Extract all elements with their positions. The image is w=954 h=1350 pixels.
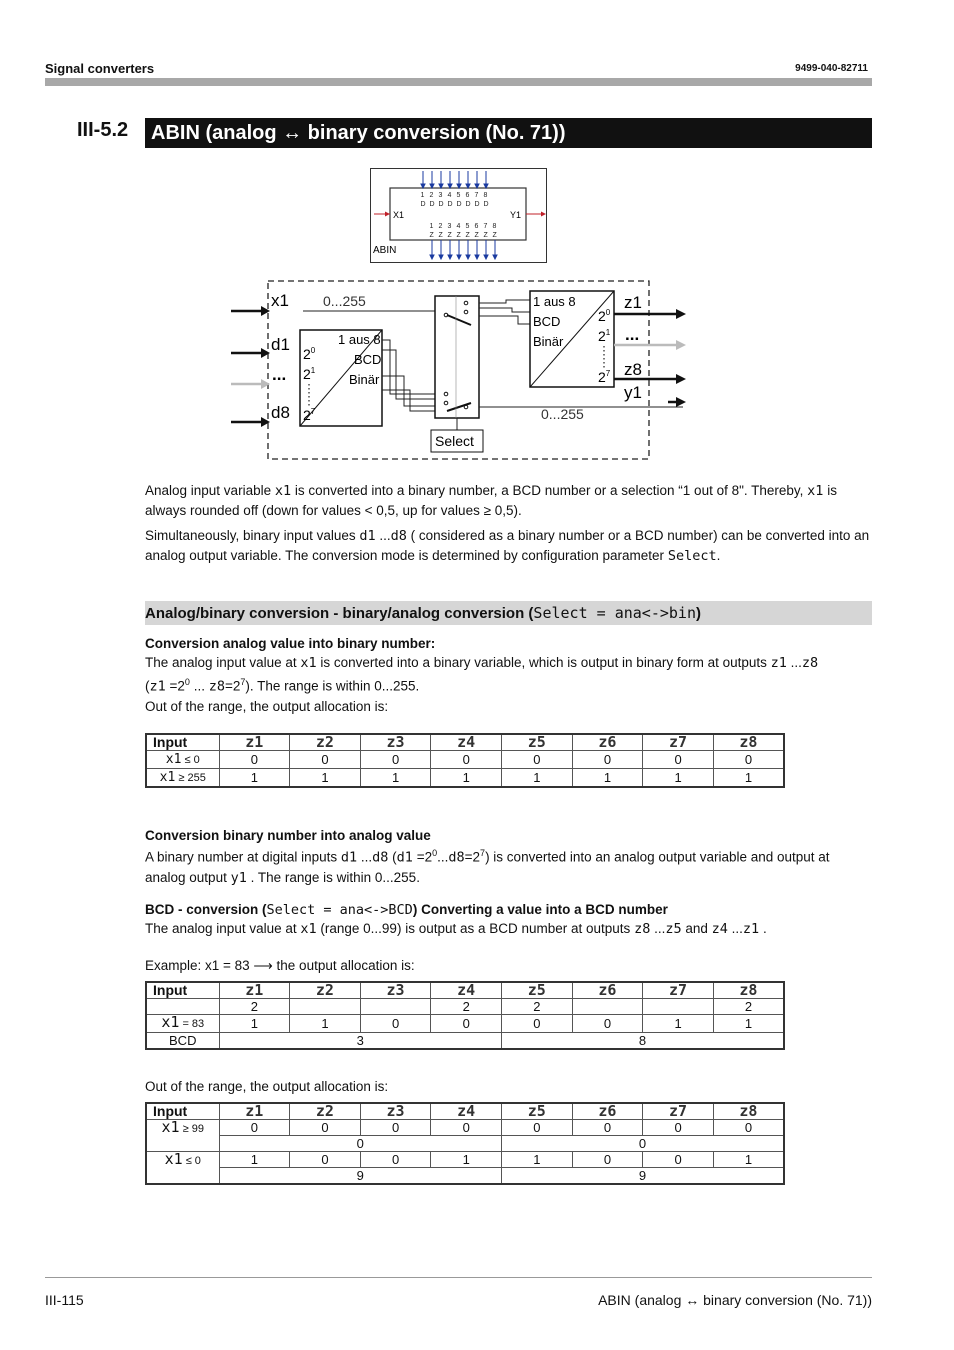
cell: 2 (502, 999, 573, 1015)
intro-paragraph-1: Analog input variable x1 is converted into a binary number, a BCD number or a selection “1 out of 8". Thereby, x1 is always rounded off (down for values < 0,5, up for values ≥ 0,5). (145, 483, 837, 518)
table1-col: z6 (572, 734, 643, 751)
cell: 0 (643, 1120, 714, 1136)
bcd-high-digit: 0 (502, 1136, 785, 1152)
cell: 2 (713, 999, 784, 1015)
conv1-pow7: $2^7$ (303, 407, 316, 423)
cell: 1 (713, 1015, 784, 1033)
pin-label: 8 (492, 223, 497, 230)
table1-col: z1 (219, 734, 290, 751)
cell: 0 (713, 751, 784, 769)
conv2-pow7: $2^7$ (598, 369, 611, 385)
s2-paragraph: A binary number at digital inputs d1 ...d8 $(d1 =2^0...d8=2^7)$ is converted into an analog output variable and output at analog output y1 . The range is within 0...255. (145, 848, 830, 886)
pin-prefix: D (420, 201, 426, 208)
cell: 0 (572, 1152, 643, 1168)
table2-col: z8 (713, 982, 784, 999)
function-diagram (228, 278, 698, 464)
cell: 0 (290, 751, 361, 769)
cell: 0 (572, 1015, 643, 1033)
pin-label: 5 (456, 192, 461, 199)
pin-prefix: D (447, 201, 453, 208)
cell: 0 (360, 1120, 431, 1136)
footer-title: ABIN (analog ↔ binary conversion (No. 71)) (598, 1292, 872, 1308)
cell (360, 999, 431, 1015)
table1-col: z2 (290, 734, 361, 751)
table3-col: z8 (713, 1103, 784, 1120)
pin-prefix: D (483, 201, 489, 208)
cell (146, 999, 219, 1015)
label-y1: y1 (624, 383, 642, 402)
block-output-label: Y1 (510, 210, 522, 220)
pin-label: 3 (447, 223, 452, 230)
s1-paragraph: The analog input value at x1 is converted into a binary variable, which is output in binary form at outputs z1 ...z8 ($z1 =2^0$ ... $z8=2^7$). The range is within 0...255. (145, 655, 819, 695)
pin-label: 6 (465, 192, 470, 199)
pin-label: 7 (483, 223, 488, 230)
row-input: x1 ≤ 0 (146, 1152, 219, 1185)
pin-prefix: Z (438, 232, 443, 239)
cell: 0 (572, 1120, 643, 1136)
s4-out-of-range: Out of the range, the output allocation is: (145, 1079, 389, 1094)
cell: 0 (643, 751, 714, 769)
document-number: 9499-040-82711 (795, 63, 868, 74)
pin-label: 5 (465, 223, 470, 230)
conv1-line3: Binär (349, 372, 380, 387)
pin-label: 1 (420, 192, 425, 199)
cell: 1 (713, 769, 784, 788)
label-dots-in: ... (272, 365, 287, 384)
table3-col: z6 (572, 1103, 643, 1120)
bcd-high-digit: 9 (502, 1168, 785, 1185)
cell: 1 (643, 769, 714, 788)
table1-input-header: Input (146, 734, 219, 751)
table2-col: z5 (502, 982, 573, 999)
pin-prefix: D (438, 201, 444, 208)
table-row (146, 751, 784, 769)
table2-input-header: Input (146, 982, 219, 999)
table3-col: z3 (360, 1103, 431, 1120)
table-row-weights (146, 999, 784, 1015)
table2-col: z6 (572, 982, 643, 999)
cell: 1 (643, 1015, 714, 1033)
table1-col: z3 (360, 734, 431, 751)
cell: 1 (290, 1015, 361, 1033)
table2-col: z1 (219, 982, 290, 999)
cell: 0 (360, 1152, 431, 1168)
cell: 1 (290, 769, 361, 788)
abin-block-symbol (370, 168, 548, 264)
cell: 0 (431, 1120, 502, 1136)
conv2-line3: Binär (533, 334, 564, 349)
conv1-line2: BCD (354, 352, 382, 367)
table-bcd-example (145, 981, 785, 1050)
table2-col: z2 (290, 982, 361, 999)
pin-prefix: D (429, 201, 435, 208)
intro-paragraph-2: Simultaneously, binary input values d1 ...d8 ( considered as a binary number or a BCD number) can be converted into an analog output variable. The conversion mode is determined by configuration parameter Select. (145, 528, 870, 564)
conv2-pow1: $2^1$ (598, 328, 611, 344)
cell: 0 (502, 751, 573, 769)
cell (572, 999, 643, 1015)
cell (290, 999, 361, 1015)
label-d1: d1 (271, 335, 290, 354)
cell: 0 (360, 1015, 431, 1033)
cell: 1 (431, 769, 502, 788)
table-row (146, 1120, 784, 1136)
row-input: x1 ≤ 0 (146, 751, 219, 769)
cell: 1 (219, 1152, 290, 1168)
cell: 0 (643, 1152, 714, 1168)
cell: 1 (219, 769, 290, 788)
label-d8: d8 (271, 403, 290, 422)
cell: 2 (219, 999, 290, 1015)
cell: 1 (219, 1015, 290, 1033)
footer-rule (45, 1277, 872, 1278)
row-input: x1 = 83 (146, 1015, 219, 1033)
table3-col: z7 (643, 1103, 714, 1120)
conv1-pow1: $2^1$ (303, 366, 316, 382)
table2-col: z3 (360, 982, 431, 999)
row-input: x1 ≥ 99 (146, 1120, 219, 1152)
conv1-pow0: $2^0$ (303, 346, 316, 362)
cell: 2 (431, 999, 502, 1015)
pin-prefix: D (465, 201, 471, 208)
table1-col: z4 (431, 734, 502, 751)
cell: 1 (431, 1152, 502, 1168)
range-out: 0...255 (541, 406, 584, 422)
page-number: III-115 (45, 1292, 84, 1308)
cell: 0 (431, 751, 502, 769)
pin-prefix: Z (474, 232, 479, 239)
table3-col: z4 (431, 1103, 502, 1120)
table-bcd-out-of-range (145, 1102, 785, 1185)
table1-col: z8 (713, 734, 784, 751)
pin-prefix: Z (429, 232, 434, 239)
block-input-label: X1 (393, 210, 405, 220)
cell: 1 (572, 769, 643, 788)
section-title: ABIN (analog ↔ binary conversion (No. 71)) (145, 118, 872, 148)
pin-label: 8 (483, 192, 488, 199)
table1-col: z7 (643, 734, 714, 751)
cell: 0 (713, 1120, 784, 1136)
pin-prefix: Z (465, 232, 470, 239)
cell: 0 (290, 1120, 361, 1136)
pin-prefix: Z (456, 232, 461, 239)
bcd-label: BCD (146, 1033, 219, 1050)
pin-label: 4 (447, 192, 452, 199)
cell: 0 (431, 1015, 502, 1033)
cell: 1 (502, 1152, 573, 1168)
running-header-title: Signal converters (45, 61, 155, 76)
s3-example: Example: x1 = 83 ⟶ the output allocation is: (145, 958, 415, 973)
label-z1: z1 (624, 293, 642, 312)
label-x1: x1 (271, 291, 289, 310)
label-z8: z8 (624, 360, 642, 379)
s3-paragraph: The analog input value at x1 (range 0...99) is output as a BCD number at outputs z8 ...z5 and z4 ...z1 . (145, 921, 767, 937)
table-row-bcd (146, 1168, 784, 1185)
conv2-pow0: $2^0$ (598, 308, 611, 324)
pin-label: 6 (474, 223, 479, 230)
cell: 0 (219, 1120, 290, 1136)
table-row (146, 1152, 784, 1168)
table3-col: z1 (219, 1103, 290, 1120)
pin-label: 4 (456, 223, 461, 230)
pin-prefix: Z (447, 232, 452, 239)
cell: 1 (713, 1152, 784, 1168)
subsection-heading: Analog/binary conversion - binary/analog conversion (Select = ana<->bin) (145, 601, 872, 625)
section-number: III-5.2 (77, 119, 129, 141)
table-binary-out-of-range (145, 733, 785, 788)
label-dots-out: ... (625, 325, 640, 344)
conv2-line1: 1 aus 8 (533, 294, 576, 309)
s3-heading: BCD - conversion (Select = ana<->BCD) Converting a value into a BCD number (145, 902, 668, 918)
table3-col: z2 (290, 1103, 361, 1120)
header-rule (45, 78, 872, 86)
cell (643, 999, 714, 1015)
conv1-line1: 1 aus 8 (338, 332, 381, 347)
cell: 0 (572, 751, 643, 769)
block-name: ABIN (373, 245, 397, 256)
conv2-line2: BCD (533, 314, 561, 329)
cell: 1 (502, 769, 573, 788)
table3-input-header: Input (146, 1103, 219, 1120)
cell: 0 (360, 751, 431, 769)
table1-col: z5 (502, 734, 573, 751)
pin-prefix: D (474, 201, 480, 208)
pin-label: 1 (429, 223, 434, 230)
table-row-bcd (146, 1136, 784, 1152)
cell: 1 (360, 769, 431, 788)
table2-col: z7 (643, 982, 714, 999)
s2-heading: Conversion binary number into analog value (145, 828, 431, 843)
cell: 0 (502, 1015, 573, 1033)
pin-prefix: D (456, 201, 462, 208)
table-row-bcd (146, 1033, 784, 1050)
pin-prefix: Z (483, 232, 488, 239)
cell: 0 (502, 1120, 573, 1136)
bcd-high-digit: 8 (502, 1033, 785, 1050)
select-parameter: Select (435, 433, 474, 449)
pin-label: 7 (474, 192, 479, 199)
row-input: x1 ≥ 255 (146, 769, 219, 788)
pin-label: 2 (429, 192, 434, 199)
table-row (146, 769, 784, 788)
table3-col: z5 (502, 1103, 573, 1120)
bcd-low-digit: 9 (219, 1168, 502, 1185)
bcd-low-digit: 0 (219, 1136, 502, 1152)
pin-prefix: Z (492, 232, 497, 239)
cell: 0 (219, 751, 290, 769)
s1-out-of-range: Out of the range, the output allocation is: (145, 699, 389, 714)
s1-heading: Conversion analog value into binary number: (145, 636, 436, 651)
range-in: 0...255 (323, 293, 366, 309)
pin-label: 2 (438, 223, 443, 230)
cell: 0 (290, 1152, 361, 1168)
bcd-low-digit: 3 (219, 1033, 502, 1050)
pin-label: 3 (438, 192, 443, 199)
table-row (146, 1015, 784, 1033)
table2-col: z4 (431, 982, 502, 999)
